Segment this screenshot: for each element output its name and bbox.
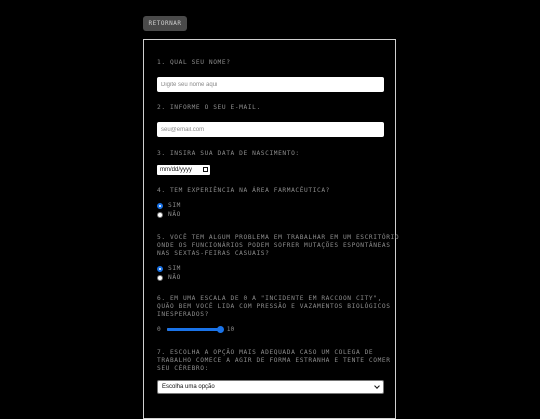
form-container: [143, 39, 400, 419]
question-7-label: [157, 349, 391, 373]
radio-checked-icon[interactable]: [157, 266, 163, 272]
radio-checked-icon[interactable]: [157, 203, 163, 209]
name-input[interactable]: [157, 77, 384, 92]
question-5-line-1: 5. VOCÊ TEM ALGUM PROBLEMA EM TRABALHAR EM UM ESCRITÓRIO: [157, 234, 400, 241]
radio-unchecked-icon[interactable]: [157, 275, 163, 281]
question-6-label: [157, 295, 391, 319]
q5-option-nao[interactable]: [157, 274, 181, 281]
select-value: Escolha uma opção: [162, 384, 215, 390]
q4-option-sim[interactable]: [157, 202, 181, 209]
coworker-action-select[interactable]: [157, 380, 384, 394]
date-placeholder: mm/dd/yyyy: [160, 167, 193, 173]
question-1-label: 1. QUAL SEU NOME?: [157, 59, 231, 66]
question-5-line-2: ONDE OS FUNCIONÁRIOS PODEM SOFRER MUTAÇÕES ESPONTÂNEAS: [157, 242, 391, 249]
radio-unchecked-icon[interactable]: [157, 212, 163, 218]
question-5-line-3: NAS SEXTAS-FEIRAS CASUAIS?: [157, 250, 270, 257]
question-7-line-2: TRABALHO COMECE A AGIR DE FORMA ESTRANHA E TENTE COMER: [157, 357, 391, 364]
slider-thumb[interactable]: [217, 326, 224, 333]
question-3-label: 3. INSIRA SUA DATA DE NASCIMENTO:: [157, 150, 300, 157]
question-4-label: 4. TEM EXPERIÊNCIA NA ÁREA FARMACÊUTICA?: [157, 187, 331, 194]
slider-fill: [167, 328, 221, 331]
q4-option-sim-label: SIM: [168, 202, 181, 209]
q4-option-nao-label: NÃO: [168, 211, 181, 218]
q5-option-nao-label: NÃO: [168, 274, 181, 281]
question-6-line-2: QUÃO BEM VOCÊ LIDA COM PRESSÃO E VAZAMENTOS BIOLÓGICOS: [157, 303, 391, 310]
calendar-icon[interactable]: [203, 167, 208, 172]
pressure-slider[interactable]: [167, 328, 221, 331]
q4-option-nao[interactable]: [157, 211, 181, 218]
question-6-line-1: 6. EM UMA ESCALA DE 0 A "INCIDENTE EM RACCOON CITY",: [157, 295, 382, 302]
question-5-label: [157, 234, 400, 258]
q5-option-sim-label: SIM: [168, 265, 181, 272]
email-input[interactable]: [157, 122, 384, 137]
chevron-down-icon: [374, 383, 380, 389]
q5-option-sim[interactable]: [157, 265, 181, 272]
back-button[interactable]: RETORNAR: [143, 16, 187, 31]
range-max-label: 10: [226, 326, 235, 333]
question-7-line-1: 7. ESCOLHA A OPÇÃO MAIS ADEQUADA CASO UM COLEGA DE: [157, 349, 374, 356]
birthdate-input[interactable]: [157, 165, 210, 175]
range-min-label: 0: [157, 326, 161, 333]
question-7-line-3: SEU CÉREBRO:: [157, 365, 209, 372]
pressure-scale: [157, 326, 234, 333]
question-2-label: 2. INFORME O SEU E-MAIL.: [157, 104, 261, 111]
question-6-line-3: INESPERADOS?: [157, 311, 209, 318]
